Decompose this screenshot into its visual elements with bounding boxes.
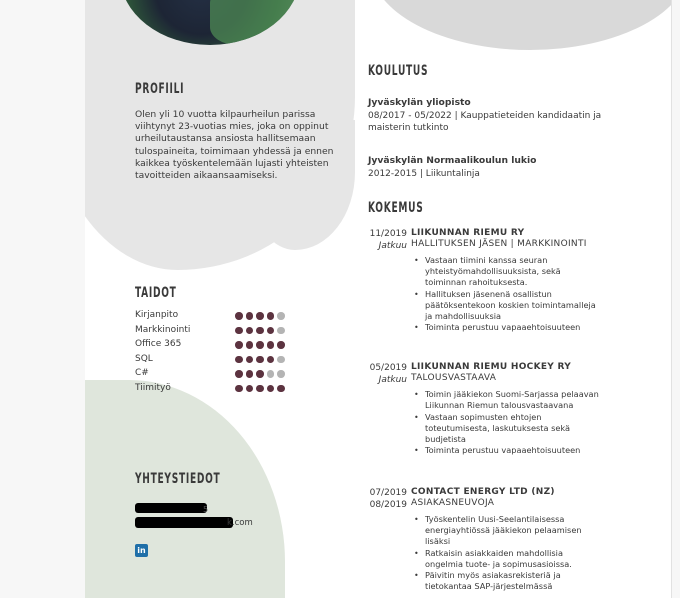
rating-dot-filled	[267, 312, 275, 320]
rating-dot-empty	[277, 356, 285, 364]
phone-visible-tail: 5	[203, 505, 209, 514]
job-start-date: 05/2019	[369, 363, 407, 373]
decorative-blob-green	[85, 380, 285, 598]
job-start-date: 07/2019	[369, 488, 407, 498]
skill-rating	[235, 356, 285, 364]
skill-row	[135, 354, 345, 366]
skill-name: Office 365	[135, 339, 182, 349]
job-bullet: • Työskentelin Uusi-Seelantilaisessa energiayhtiössä jääkiekon pelaamisen lisäksi	[413, 514, 603, 547]
skills-heading: TAIDOT	[135, 285, 177, 301]
rating-dot-filled	[267, 327, 275, 335]
rating-dot-filled	[235, 385, 243, 393]
education-heading: KOULUTUS	[368, 63, 429, 79]
job-dates	[367, 228, 407, 252]
rating-dot-filled	[267, 385, 275, 393]
job-bullet: • Toimin jääkiekon Suomi-Sarjassa pelaavan Liikunnan Riemun talousvastaavana	[413, 389, 603, 411]
job-bullet: • Vastaan tiimini kanssa seuran yhteistyömahdollisuuksista, sekä toiminnan rahoituksesta.	[413, 255, 603, 288]
job-company: CONTACT ENERGY LTD (NZ)	[411, 487, 555, 497]
rating-dot-filled	[267, 356, 275, 364]
rating-dot-filled	[235, 341, 243, 349]
linkedin-icon[interactable]: in	[135, 544, 148, 557]
rating-dot-filled	[246, 327, 254, 335]
rating-dot-filled	[246, 312, 254, 320]
skill-row	[135, 325, 345, 337]
experience-heading: KOKEMUS	[368, 200, 424, 216]
skill-rating	[235, 385, 285, 393]
rating-dot-filled	[267, 341, 275, 349]
rating-dot-filled	[256, 385, 264, 393]
job-bullets	[413, 389, 603, 457]
job-bullet: • Ratkaisin asiakkaiden mahdollisia ongelmia tuote- ja sopimusasioissa.	[413, 548, 603, 570]
education-detail: 08/2017 - 05/2022 | Kauppatieteiden kandidaatin ja maisterin tutkinto	[368, 111, 602, 133]
skill-rating	[235, 312, 285, 320]
job-bullet: • Toiminta perustuu vapaaehtoisuuteen	[413, 322, 603, 333]
skill-name: Markkinointi	[135, 324, 191, 335]
education-detail: 2012-2015 | Liikuntalinja	[368, 169, 480, 179]
job-bullet: • Vastaan sopimusten ehtojen toteutumisesta, laskutuksesta sekä budjetista	[413, 412, 603, 445]
skill-row	[135, 368, 345, 380]
job-bullets	[413, 514, 603, 593]
skill-rating	[235, 370, 285, 378]
rating-dot-filled	[256, 341, 264, 349]
rating-dot-filled	[246, 356, 254, 364]
skill-name: Tiimityö	[135, 382, 171, 393]
skill-name: C#	[135, 368, 149, 378]
rating-dot-filled	[246, 341, 254, 349]
job-end-date: Jatkuu	[378, 241, 407, 251]
resume-page	[85, 0, 672, 598]
rating-dot-filled	[277, 341, 285, 349]
job-end-date: Jatkuu	[378, 375, 407, 385]
skill-row	[135, 339, 345, 351]
skill-row	[135, 383, 345, 395]
contact-heading: YHTEYSTIEDOT	[135, 471, 221, 487]
rating-dot-filled	[256, 327, 264, 335]
profile-heading: PROFIILI	[135, 81, 185, 97]
job-dates	[367, 487, 407, 511]
profile-text: Olen yli 10 vuotta kilpaurheilun parissa viihtynyt 23-vuotias mies, joka on oppinut urheilutaustansa ansiosta hallitsemaan tulospaineita, toimimaan yhdessä ja ennen kaikkea työskentelemään lujasti yhteisten tavoitteiden aikaansaamiseksi.	[135, 109, 334, 182]
redacted-phone	[135, 503, 207, 513]
job-role: HALLITUKSEN JÄSEN | MARKKINOINTI	[411, 239, 587, 249]
education-school: Jyväskylän yliopisto	[368, 97, 471, 108]
rating-dot-filled	[235, 370, 243, 378]
decorative-blob-top-right	[370, 0, 672, 50]
job-company: LIIKUNNAN RIEMU RY	[411, 228, 525, 238]
rating-dot-filled	[235, 327, 243, 335]
job-role: TALOUSVASTAAVA	[411, 373, 497, 383]
rating-dot-filled	[235, 312, 243, 320]
rating-dot-empty	[277, 327, 285, 335]
job-bullet: • Päivitin myös asiakasrekisteriä ja tietokantaa SAP-järjestelmässä	[413, 570, 603, 592]
skill-rating	[235, 327, 285, 335]
email-visible-tail: k.com	[227, 518, 253, 528]
job-bullet: • Toiminta perustuu vapaaehtoisuuteen	[413, 445, 603, 456]
job-role: ASIAKASNEUVOJA	[411, 498, 495, 508]
rating-dot-empty	[277, 312, 285, 320]
job-dates	[367, 362, 407, 386]
rating-dot-filled	[235, 356, 243, 364]
education-school: Jyväskylän Normaalikoulun lukio	[368, 155, 537, 166]
job-bullets	[413, 255, 603, 334]
job-bullet: • Hallituksen jäsenenä osallistun päätöksentekoon koskien toimintamalleja ja mahdollisuuksia	[413, 289, 603, 322]
skill-rating	[235, 341, 285, 349]
skill-name: SQL	[135, 353, 153, 364]
rating-dot-filled	[256, 370, 264, 378]
rating-dot-empty	[267, 370, 275, 378]
page-margin-left	[0, 0, 85, 598]
page-margin-right	[672, 0, 680, 598]
rating-dot-empty	[277, 370, 285, 378]
skill-name: Kirjanpito	[135, 310, 179, 320]
job-end-date: 08/2019	[369, 500, 407, 510]
job-company: LIIKUNNAN RIEMU HOCKEY RY	[411, 362, 572, 372]
skill-row	[135, 310, 345, 322]
rating-dot-filled	[246, 385, 254, 393]
rating-dot-filled	[256, 312, 264, 320]
job-start-date: 11/2019	[369, 229, 407, 239]
rating-dot-filled	[277, 385, 285, 393]
redacted-email	[135, 517, 233, 528]
rating-dot-filled	[246, 370, 254, 378]
rating-dot-filled	[256, 356, 264, 364]
